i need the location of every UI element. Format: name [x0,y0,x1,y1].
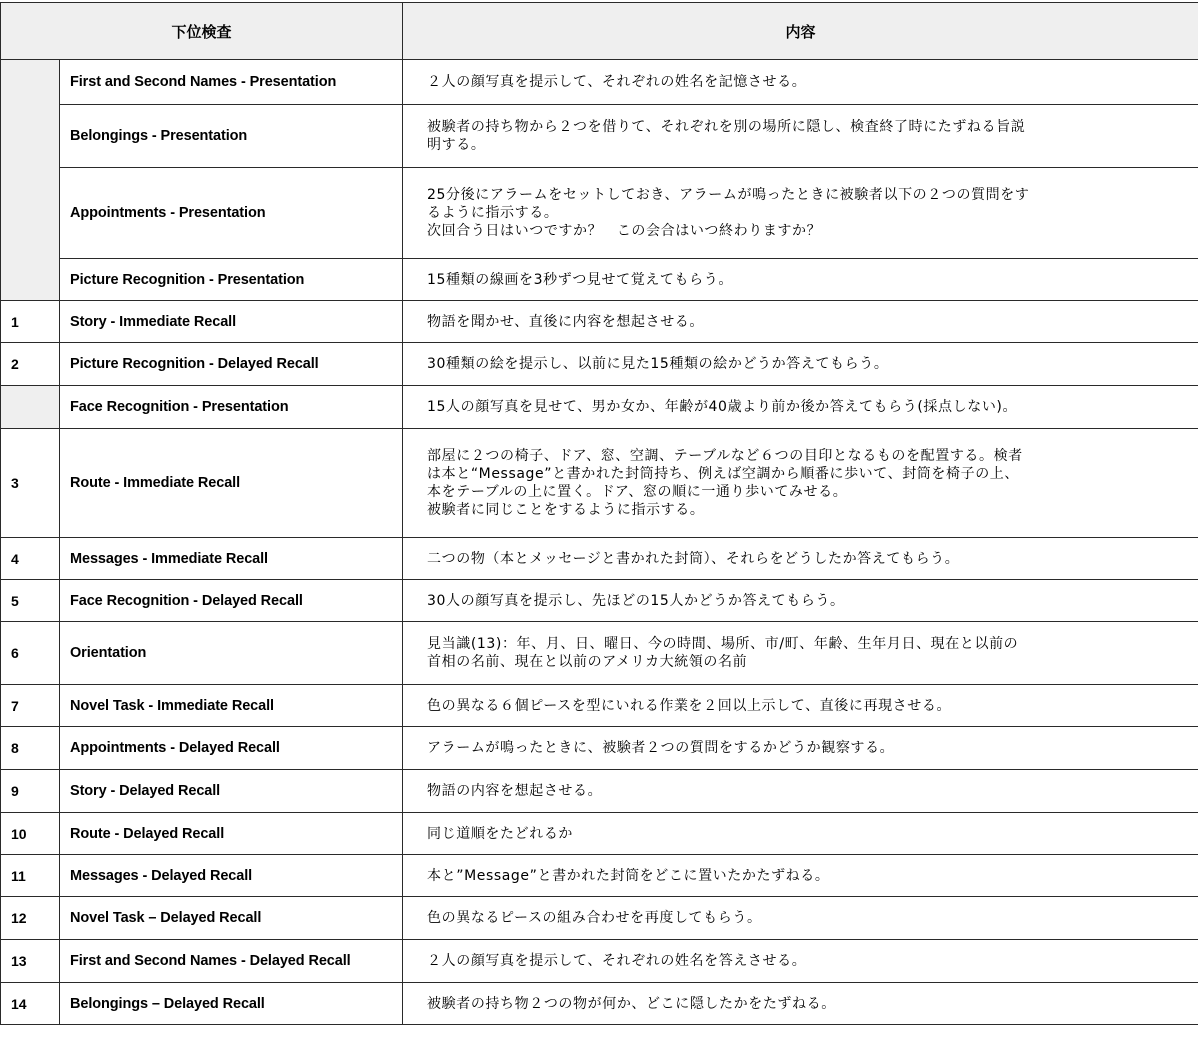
row-number: 13 [1,940,60,983]
subtest-name: Story - Immediate Recall [60,301,403,343]
subtest-description: 色の異なるピースの組み合わせを再度してもらう。 [403,897,1198,940]
row-number: 2 [1,343,60,386]
subtest-name: Story - Delayed Recall [60,770,403,813]
subtest-table [0,2,1198,1025]
table-row [1,622,1198,685]
table-row [1,685,1198,727]
row-number: 10 [1,813,60,855]
row-number-blank [1,60,60,301]
table-row [1,983,1198,1025]
row-number: 8 [1,727,60,770]
subtest-description: 見当識(13)：年、月、日、曜日、今の時間、場所、市/町、年齢、生年月日、現在と以前の 首相の名前、現在と以前のアメリカ大統領の名前 [403,622,1198,685]
table-header-row [1,3,1198,60]
table-row [1,770,1198,813]
table-row [1,60,1198,105]
subtest-description: 同じ道順をたどれるか [403,813,1198,855]
subtest-description: 25分後にアラームをセットしておき、アラームが鳴ったときに被験者以下の２つの質問をす るように指示する。 次回合う日はいつですか？ この会合はいつ終わりますか？ [403,168,1198,259]
row-number: 9 [1,770,60,813]
subtest-description: 物語を聞かせ、直後に内容を想起させる。 [403,301,1198,343]
row-number-blank [1,386,60,429]
subtest-name: Belongings – Delayed Recall [60,983,403,1025]
row-number: 3 [1,429,60,538]
subtest-name: Novel Task - Immediate Recall [60,685,403,727]
table-row [1,727,1198,770]
table-row [1,105,1198,168]
table-row [1,168,1198,259]
subtest-name: Orientation [60,622,403,685]
table-row [1,940,1198,983]
subtest-description: 15人の顔写真を見せて、男か女か、年齢が40歳より前か後か答えてもらう(採点しない)。 [403,386,1198,429]
subtest-description: 本と”Message”と書かれた封筒をどこに置いたかたずねる。 [403,855,1198,897]
subtest-name: Appointments - Presentation [60,168,403,259]
subtest-description: 物語の内容を想起させる。 [403,770,1198,813]
subtest-description: 30種類の絵を提示し、以前に見た15種類の絵かどうか答えてもらう。 [403,343,1198,386]
table-row [1,538,1198,580]
subtest-name: Picture Recognition - Delayed Recall [60,343,403,386]
row-number: 14 [1,983,60,1025]
subtest-description: 15種類の線画を3秒ずつ見せて覚えてもらう。 [403,259,1198,301]
table-row [1,580,1198,622]
table-row [1,259,1198,301]
table-row [1,813,1198,855]
subtest-name: Belongings - Presentation [60,105,403,168]
subtest-name: Route - Delayed Recall [60,813,403,855]
table-row [1,855,1198,897]
subtest-description: 二つの物（本とメッセージと書かれた封筒）、それらをどうしたか答えてもらう。 [403,538,1198,580]
table-row [1,429,1198,538]
subtest-description: 色の異なる６個ピースを型にいれる作業を２回以上示して、直後に再現させる。 [403,685,1198,727]
subtest-name: First and Second Names - Delayed Recall [60,940,403,983]
row-number: 4 [1,538,60,580]
subtest-name: First and Second Names - Presentation [60,60,403,105]
header-subtest: 下位検査 [1,3,403,60]
table-row [1,897,1198,940]
row-number: 1 [1,301,60,343]
row-number: 12 [1,897,60,940]
subtest-name: Picture Recognition - Presentation [60,259,403,301]
table-row [1,301,1198,343]
subtest-description: アラームが鳴ったときに、被験者２つの質問をするかどうか観察する。 [403,727,1198,770]
subtest-name: Novel Task – Delayed Recall [60,897,403,940]
subtest-name: Messages - Immediate Recall [60,538,403,580]
subtest-name: Messages - Delayed Recall [60,855,403,897]
row-number: 11 [1,855,60,897]
table-row [1,386,1198,429]
header-content: 内容 [403,3,1198,60]
subtest-description: 被験者の持ち物２つの物が何か、どこに隠したかをたずねる。 [403,983,1198,1025]
subtest-name: Face Recognition - Presentation [60,386,403,429]
subtest-description: 30人の顔写真を提示し、先ほどの15人かどうか答えてもらう。 [403,580,1198,622]
subtest-description: ２人の顔写真を提示して、それぞれの姓名を記憶させる。 [403,60,1198,105]
row-number: 5 [1,580,60,622]
row-number: 6 [1,622,60,685]
subtest-name: Route - Immediate Recall [60,429,403,538]
subtest-description: 被験者の持ち物から２つを借りて、それぞれを別の場所に隠し、検査終了時にたずねる旨説 明する。 [403,105,1198,168]
subtest-description: ２人の顔写真を提示して、それぞれの姓名を答えさせる。 [403,940,1198,983]
row-number: 7 [1,685,60,727]
subtest-name: Appointments - Delayed Recall [60,727,403,770]
table-row [1,343,1198,386]
subtest-name: Face Recognition - Delayed Recall [60,580,403,622]
subtest-description: 部屋に２つの椅子、ドア、窓、空調、テーブルなど６つの目印となるものを配置する。検者 は本と“Message”と書かれた封筒持ち、例えば空調から順番に歩いて、封筒を椅子の上、 本をテーブルの上に置く。ドア、窓の順に一通り歩いてみせる。 被験者に同じことをするように指示する。 [403,429,1198,538]
